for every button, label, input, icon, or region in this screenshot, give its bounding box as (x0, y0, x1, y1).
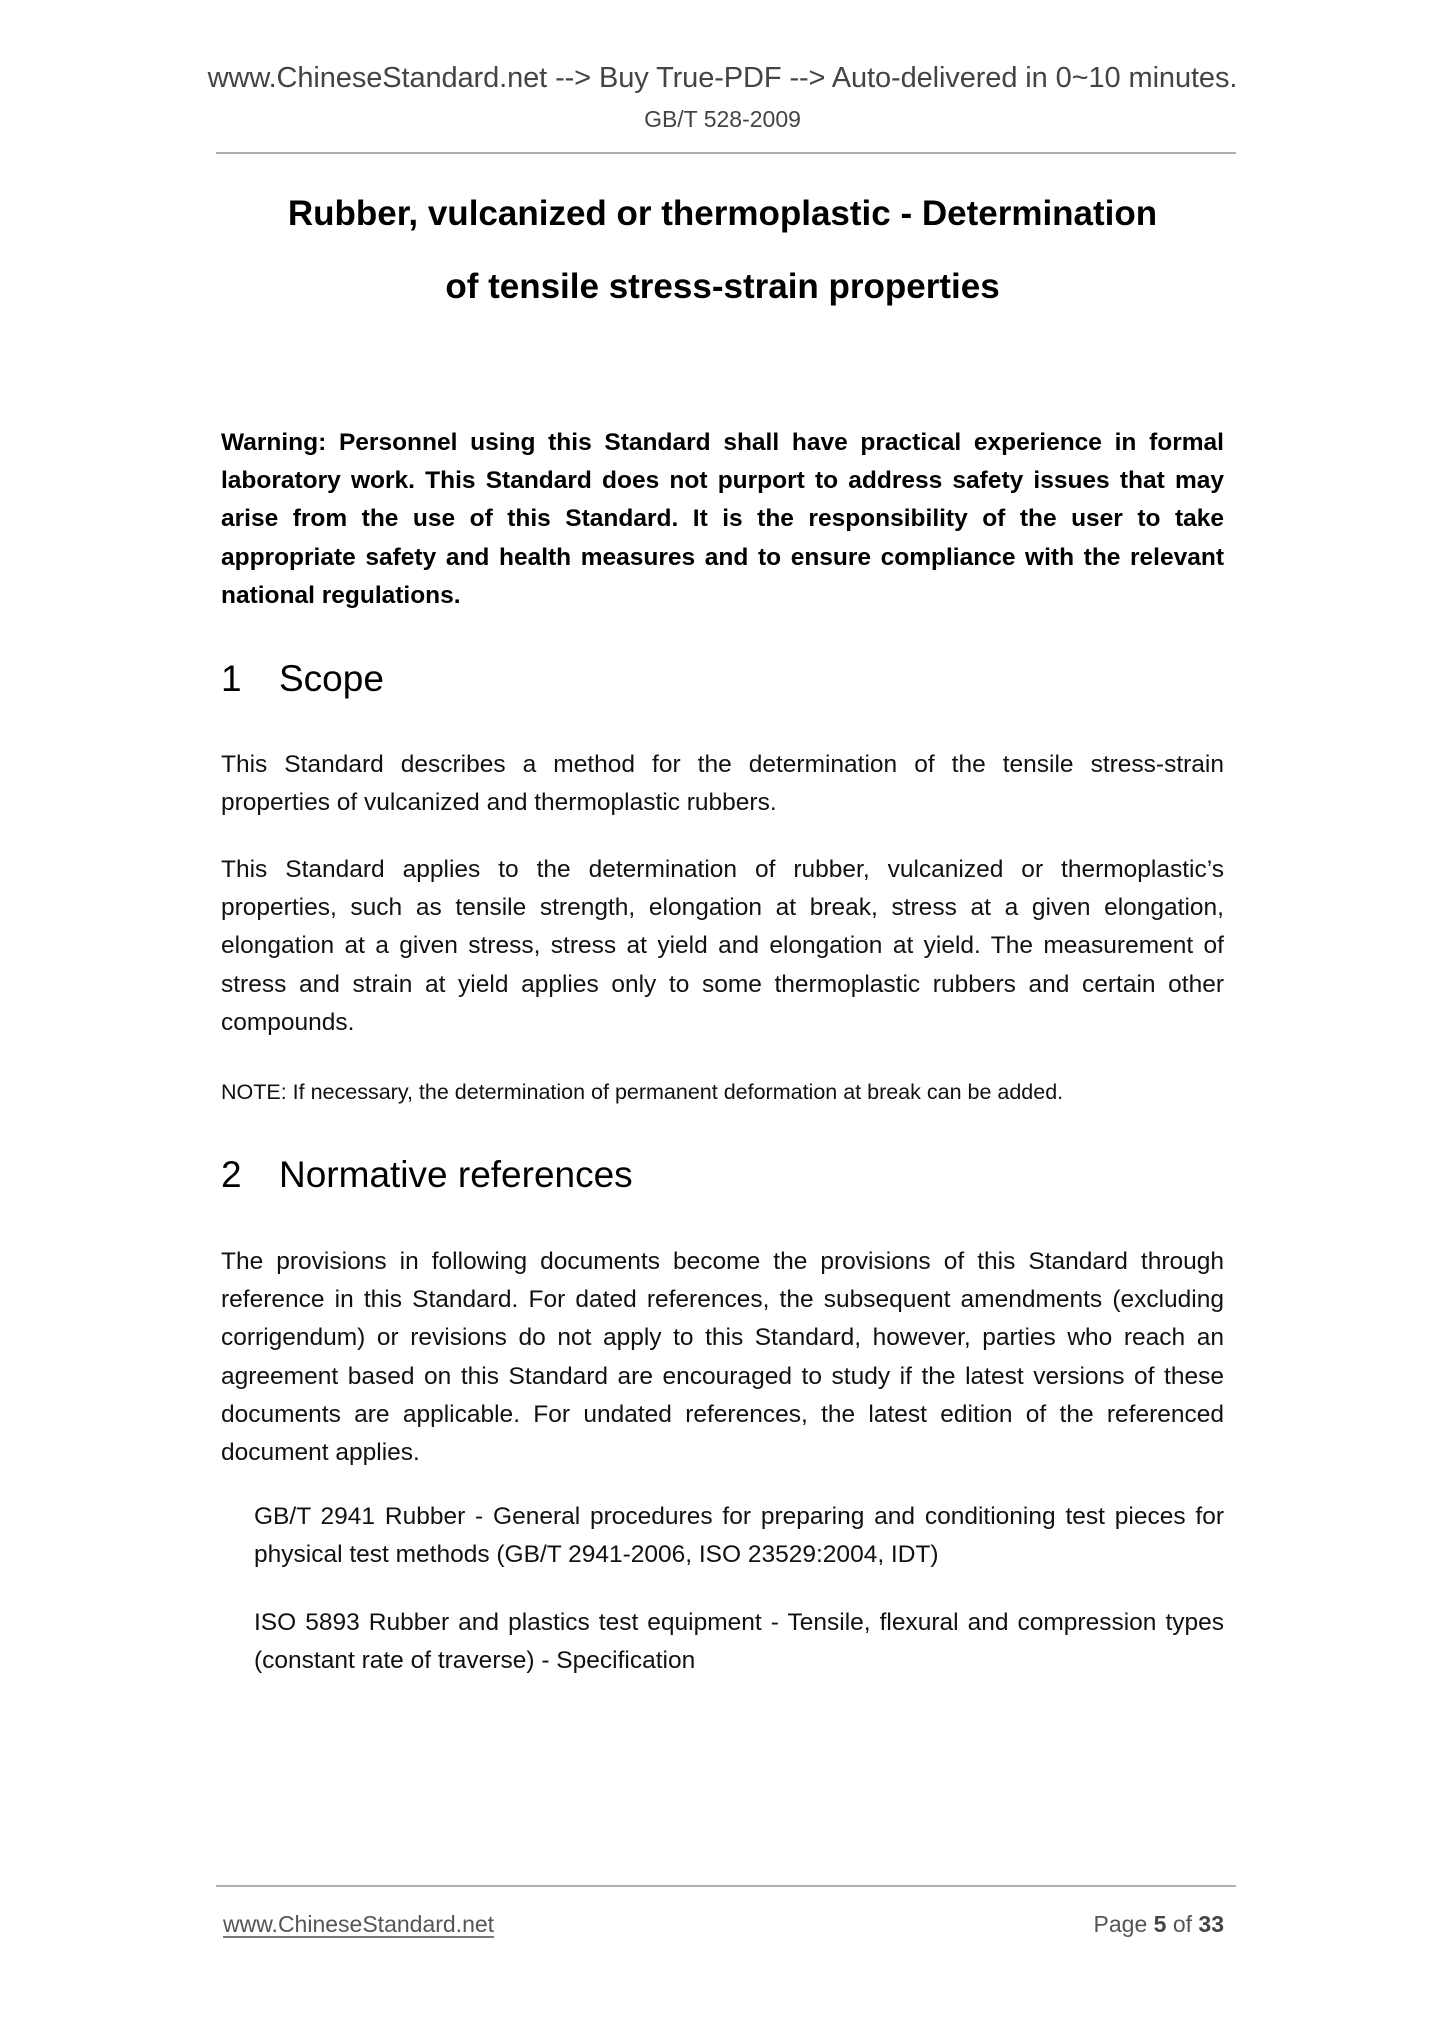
standard-code: GB/T 528-2009 (644, 106, 801, 132)
section-heading-scope (221, 656, 1224, 702)
reference-item: GB/T 2941 Rubber - General procedures for preparing and conditioning test pieces for physical test methods (GB/T 2941-2006, ISO 23529:2004, IDT) (254, 1503, 1224, 1569)
page-current: 5 (1153, 1911, 1167, 1937)
reference-item: ISO 5893 Rubber and plastics test equipment - Tensile, flexural and compression types (constant rate of traverse) - Specification (254, 1609, 1224, 1675)
page-of: of (1172, 1911, 1193, 1937)
section-title: Normative references (279, 1154, 633, 1195)
warning-paragraph: Warning: Personnel using this Standard shall have practical experience in formal laboratory work. This Standard does not purport to address safety issues that may arise from the use of this Standard. It is the responsibility of the user to take appropriate safety and health measures and to ensure compliance with the relevant national regulations. (221, 429, 1224, 609)
footer-website-link[interactable]: www.ChineseStandard.net (223, 1911, 495, 1937)
normative-references-paragraph: The provisions in following documents become the provisions of this Standard through reference in this Standard. For dated references, the subsequent amendments (excluding corrigendum) or revisions do not apply to this Standard, however, parties who reach an agreement based on this Standard are encouraged to study if the latest versions of these documents are applicable. For undated references, the latest edition of the referenced document applies. (221, 1248, 1224, 1467)
page-total: 33 (1198, 1911, 1224, 1937)
footer-divider (216, 1885, 1236, 1887)
page-prefix: Page (1093, 1911, 1148, 1937)
section-number: 2 (221, 1154, 242, 1195)
header-banner: www.ChineseStandard.net --> Buy True-PDF --> Auto-delivered in 0~10 minutes. (207, 62, 1238, 94)
document-title-line-2: of tensile stress-strain properties (445, 267, 1000, 306)
page-indicator (1072, 1910, 1224, 1938)
section-heading-normative-references (221, 1152, 1224, 1198)
scope-note: NOTE: If necessary, the determination of permanent deformation at break can be added. (221, 1080, 1064, 1104)
scope-paragraph-2: This Standard applies to the determination of rubber, vulcanized or thermoplastic’s properties, such as tensile strength, elongation at break, stress at a given elongation, elongation at a given stress, stress at yield and elongation at yield. The measurement of stress and strain at yield applies only to some thermoplastic rubbers and certain other compounds. (221, 856, 1224, 1036)
header-divider (216, 152, 1236, 154)
document-title-line-1: Rubber, vulcanized or thermoplastic - Determination (287, 194, 1158, 233)
section-number: 1 (221, 658, 242, 699)
scope-paragraph-1: This Standard describes a method for the determination of the tensile stress-strain properties of vulcanized and thermoplastic rubbers. (221, 751, 1224, 817)
section-title: Scope (279, 658, 384, 699)
